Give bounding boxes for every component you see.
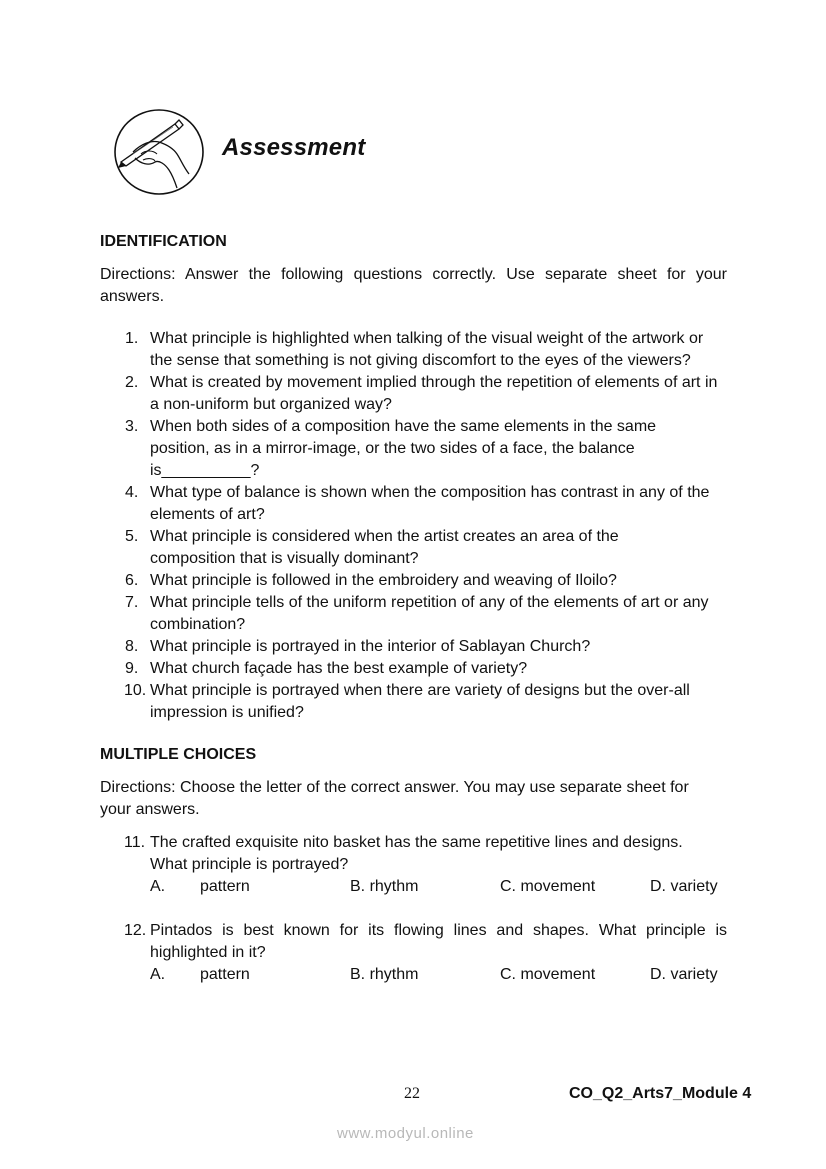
question-text: What principle is followed in the embroidery and weaving of Iloilo? [150, 572, 617, 589]
identification-directions: Directions: Answer the following questions correctly. Use separate sheet for your answers. [100, 266, 727, 305]
identification-heading: IDENTIFICATION [100, 233, 227, 250]
question-text: When both sides of a composition have the same elements in the same position, as in a mirror-image, or the two sides of a face, the balance is__________? [150, 418, 657, 479]
question-item [100, 658, 727, 680]
answer-choices [100, 964, 727, 986]
question-item [100, 328, 727, 372]
choice-c: C. movement [500, 878, 596, 895]
choice-a-letter: A. [150, 966, 166, 983]
question-number: 5. [125, 528, 139, 545]
question-item [100, 526, 727, 570]
question-text: Pintados is best known for its flowing lines and shapes. What principle is highlighted in it? [150, 922, 727, 961]
question-text: What principle is portrayed when there are variety of designs but the over-all impression is unified? [150, 682, 690, 721]
choice-b: B. rhythm [350, 878, 419, 895]
question-text: What principle is highlighted when talking of the visual weight of the artwork or the sense that something is not giving discomfort to the eyes of the viewers? [150, 330, 704, 369]
question-item [100, 372, 727, 416]
question-number: 1. [125, 330, 139, 347]
page-title: Assessment [222, 134, 366, 161]
question-item [100, 482, 727, 526]
answer-choices [100, 876, 727, 898]
choice-d: D. variety [650, 966, 718, 983]
choice-b: B. rhythm [350, 966, 419, 983]
choice-d: D. variety [650, 878, 718, 895]
multiple-choice-heading: MULTIPLE CHOICES [100, 746, 257, 763]
question-text: What principle is portrayed in the interior of Sablayan Church? [150, 638, 591, 655]
question-item [100, 592, 727, 636]
identification-question-list [100, 328, 727, 724]
question-number: 6. [125, 572, 139, 589]
question-item [100, 832, 727, 876]
question-number: 12. [124, 922, 147, 939]
module-code: CO_Q2_Arts7_Module 4 [569, 1085, 752, 1102]
multiple-choice-question-list [100, 832, 727, 986]
question-number: 11. [124, 834, 146, 851]
question-text: What type of balance is shown when the composition has contrast in any of the elements of art? [150, 484, 710, 523]
choice-a: pattern [200, 878, 250, 895]
question-item [100, 570, 727, 592]
question-text: The crafted exquisite nito basket has the same repetitive lines and designs. What principle is portrayed? [150, 834, 683, 873]
hand-writing-pencil-icon [113, 108, 205, 196]
multiple-choice-directions: Directions: Choose the letter of the correct answer. You may use separate sheet for your answers. [100, 779, 689, 818]
question-number: 7. [125, 594, 139, 611]
question-number: 2. [125, 374, 139, 391]
question-text: What principle tells of the uniform repetition of any of the elements of art or any combination? [150, 594, 709, 633]
question-item [100, 416, 727, 482]
question-text: What church façade has the best example of variety? [150, 660, 528, 677]
question-item [100, 680, 727, 724]
question-text: What principle is considered when the artist creates an area of the composition that is visually dominant? [150, 528, 619, 567]
page-number: 22 [404, 1085, 420, 1102]
question-number: 8. [125, 638, 139, 655]
question-number: 9. [125, 660, 139, 677]
question-text: What is created by movement implied through the repetition of elements of art in a non-uniform but organized way? [150, 374, 718, 413]
choice-c: C. movement [500, 966, 596, 983]
choice-a-letter: A. [150, 878, 166, 895]
question-number: 4. [125, 484, 139, 501]
question-item [100, 920, 727, 964]
watermark: www.modyul.online [337, 1125, 474, 1142]
question-item [100, 636, 727, 658]
question-number: 3. [125, 418, 139, 435]
question-number: 10. [124, 682, 147, 699]
choice-a: pattern [200, 966, 250, 983]
